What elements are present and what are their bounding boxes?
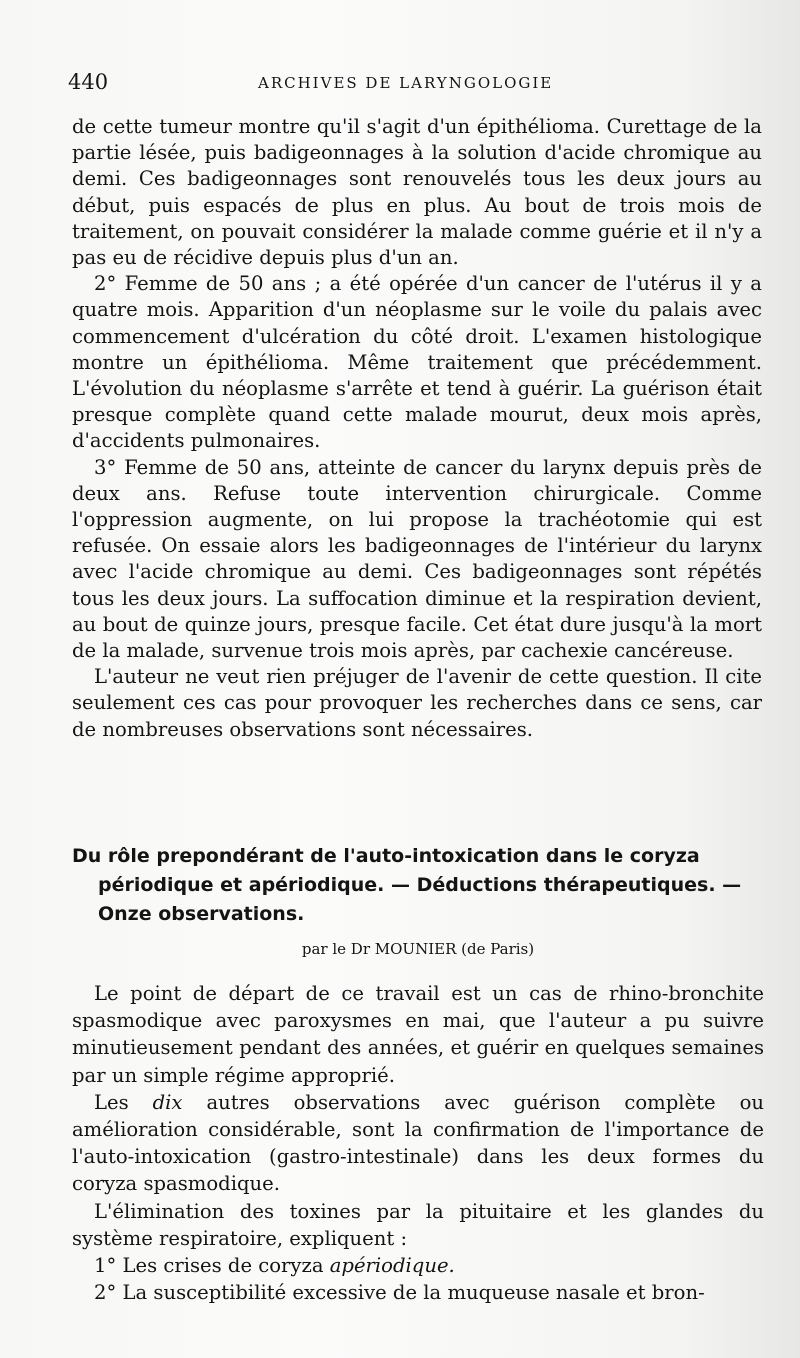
article-paragraph-1: Le point de départ de ce travail est un cas de rhino-bronchite spasmodique avec paroxysmes en mai, que l'auteur a pu suivre minutieusement pendant des années, et guérir en quelques semaines par un simple régime approprié. — [72, 982, 764, 1087]
list-item-1 — [72, 1252, 764, 1279]
article-byline: par le Dr MOUNIER (de Paris) — [301, 940, 535, 958]
paragraph-1: de cette tumeur montre qu'il s'agit d'un épithélioma. Curettage de la partie lésée, puis badigeonnages à la solution d'acide chromique au demi. Ces badigeonnages sont renouvelés tous les deux jours au début, puis espacés de plus en plus. Au bout de trois mois de traitement, on pouvait considérer la malade comme guérie et il n'y a pas eu de récidive depuis plus d'un an. — [72, 115, 762, 270]
article-body — [72, 980, 764, 1306]
emphasis-dix: dix — [152, 1090, 183, 1114]
text-span: Les — [94, 1090, 153, 1114]
emphasis-aperiodique: apériodique. — [329, 1254, 455, 1278]
paragraph-3: 3° Femme de 50 ans, atteinte de cancer du larynx depuis près de deux ans. Refuse toute intervention chirurgicale. Comme l'oppression augmente, on lui propose la trachéotomie qui est refusée. On essaie alors les badigeonnages de l'intérieur du larynx avec l'acide chromique au demi. Ces badigeonnages sont répétés tous les deux jours. La suffocation diminue et la respiration devient, au bout de quinze jours, presque facile. Cet état dure jusqu'à la mort de la malade, survenue trois mois après, par cachexie cancéreuse. — [72, 455, 762, 663]
page-number: 440 — [68, 70, 109, 94]
running-head: ARCHIVES DE LARYNGOLOGIE — [258, 74, 554, 92]
new-article — [72, 842, 764, 1306]
list-item-2: 2° La susceptibilité excessive de la muqueuse nasale et bron- — [94, 1281, 705, 1305]
page-header — [68, 70, 768, 98]
continued-article-text — [72, 114, 762, 743]
text-span: autres observations avec guérison complète ou amélioration considérable, sont la confirmation de l'importance de l'auto-intoxication (gastro-intestinale) dans les deux formes du coryza spasmodique. — [72, 1090, 764, 1196]
article-paragraph-3: L'élimination des toxines par la pituitaire et les glandes du système respiratoire, expliquent : — [72, 1199, 764, 1250]
paragraph-4: L'auteur ne veut rien préjuger de l'avenir de cette question. Il cite seulement ces cas pour provoquer les recherches dans ce sens, car de nombreuses observations sont nécessaires. — [72, 665, 762, 741]
article-paragraph-2 — [72, 1089, 764, 1198]
text-span: 1° Les crises de coryza — [94, 1254, 330, 1278]
paragraph-2: 2° Femme de 50 ans ; a été opérée d'un cancer de l'utérus il y a quatre mois. Apparition d'un néoplasme sur le voile du palais avec commencement d'ulcération du côté droit. L'examen histologique montre un épithélioma. Même traitement que précédemment. L'évolution du néoplasme s'arrête et tend à guérir. La guérison était presque complète quand cette malade mourut, deux mois après, d'accidents pulmonaires. — [72, 272, 762, 453]
article-title: Du rôle prepondérant de l'auto-intoxication dans le coryza périodique et apériodique. — Déductions thérapeutiques. — Onze observations. — [72, 845, 742, 925]
